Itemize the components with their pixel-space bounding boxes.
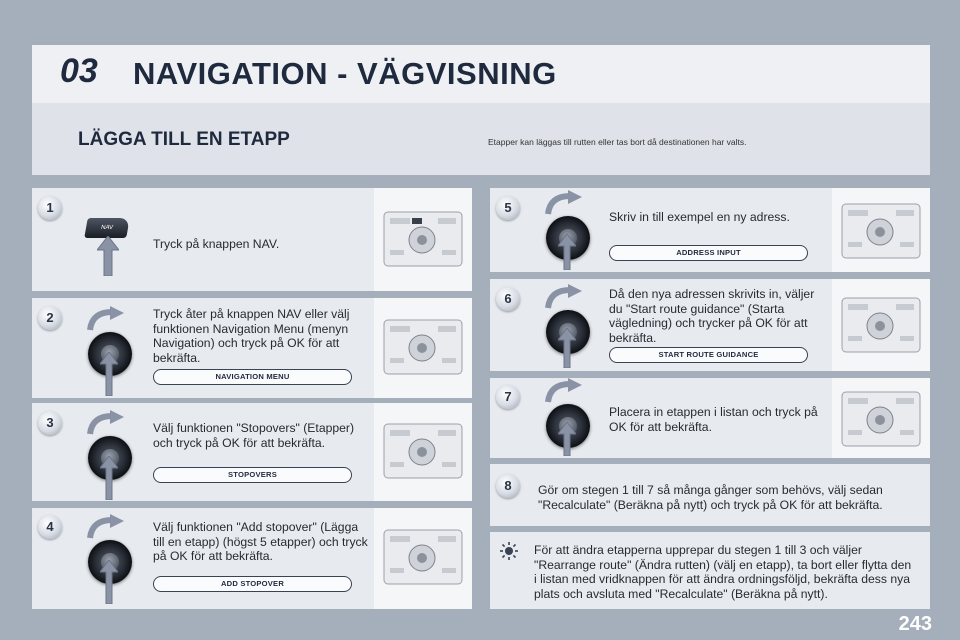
radio-panel-icon xyxy=(382,528,464,586)
step-text: Placera in etappen i listan och tryck på OK för att bekräfta. xyxy=(609,405,818,434)
step-text: Gör om stegen 1 till 7 så många gånger som behövs, välj sedan "Recalculate" (Beräkna på nytt) och tryck på OK för att bekräfta. xyxy=(538,483,883,512)
press-arrow-icon xyxy=(100,352,118,396)
menu-label-pill: NAVIGATION MENU xyxy=(153,369,352,385)
radio-panel-icon xyxy=(382,210,464,268)
step-number-badge: 5 xyxy=(496,196,520,220)
lightbulb-icon xyxy=(500,542,518,560)
step-number-badge: 3 xyxy=(38,411,62,435)
menu-label-pill: STOPOVERS xyxy=(153,467,352,483)
chapter-number: 03 xyxy=(60,52,98,90)
intro-text: Etapper kan läggas till rutten eller tas bort då destinationen har valts. xyxy=(488,137,747,147)
step-number-badge: 6 xyxy=(496,287,520,311)
rotate-arrow-icon xyxy=(86,410,126,436)
menu-label-pill: ADDRESS INPUT xyxy=(609,245,808,261)
menu-label-pill: START ROUTE GUIDANCE xyxy=(609,347,808,363)
press-arrow-icon xyxy=(100,560,118,604)
step-number-badge: 2 xyxy=(38,306,62,330)
press-arrow-icon xyxy=(97,236,119,276)
page-number: 243 xyxy=(898,613,932,635)
press-arrow-icon xyxy=(558,328,576,368)
rotate-arrow-icon xyxy=(544,190,584,216)
rotate-arrow-icon xyxy=(544,378,584,404)
radio-panel-icon xyxy=(382,422,464,480)
menu-label-pill: ADD STOPOVER xyxy=(153,576,352,592)
radio-panel-icon xyxy=(382,318,464,376)
nav-button-icon: NAV xyxy=(84,218,130,238)
step-number-badge: 7 xyxy=(496,385,520,409)
press-arrow-icon xyxy=(558,234,576,270)
step-text: Tryck åter på knappen NAV eller välj funktionen Navigation Menu (menyn Navigation) och tryck på OK för att bekräfta. xyxy=(153,307,350,365)
step-text: Tryck på knappen NAV. xyxy=(153,237,280,251)
page-title: NAVIGATION - VÄGVISNING xyxy=(133,56,557,91)
step-text: Välj funktionen "Stopovers" (Etapper) och tryck på OK för att bekräfta. xyxy=(153,421,355,450)
step-text: Skriv in till exempel en ny adress. xyxy=(609,210,790,224)
press-arrow-icon xyxy=(100,456,118,500)
step-number-badge: 1 xyxy=(38,196,62,220)
radio-panel-icon xyxy=(840,390,922,448)
rotate-arrow-icon xyxy=(86,514,126,540)
tip-text: För att ändra etapperna upprepar du stegen 1 till 3 och väljer "Rearrange route" (Ändra rutten) (välj en etapp), ta bort eller flytta den i listan med vridknappen för att ändra ordningsföljd, bekräfta dess nya plats och avsluta med "Recalculate" (Beräkna på nytt). xyxy=(534,543,912,601)
step-number-badge: 8 xyxy=(496,474,520,498)
press-arrow-icon xyxy=(558,422,576,456)
rotate-arrow-icon xyxy=(86,306,126,332)
step-text: Välj funktionen "Add stopover" (Lägga till en etapp) (högst 5 etapper) och tryck på OK för att bekräfta. xyxy=(153,520,368,563)
step-number-badge: 4 xyxy=(38,515,62,539)
radio-panel-icon xyxy=(840,296,922,354)
step-text: Då den nya adressen skrivits in, väljer du "Start route guidance" (Starta vägledning) och trycker på OK för att bekräfta. xyxy=(609,287,815,345)
rotate-arrow-icon xyxy=(544,284,584,310)
radio-panel-icon xyxy=(840,202,922,260)
section-title: LÄGGA TILL EN ETAPP xyxy=(78,129,290,150)
